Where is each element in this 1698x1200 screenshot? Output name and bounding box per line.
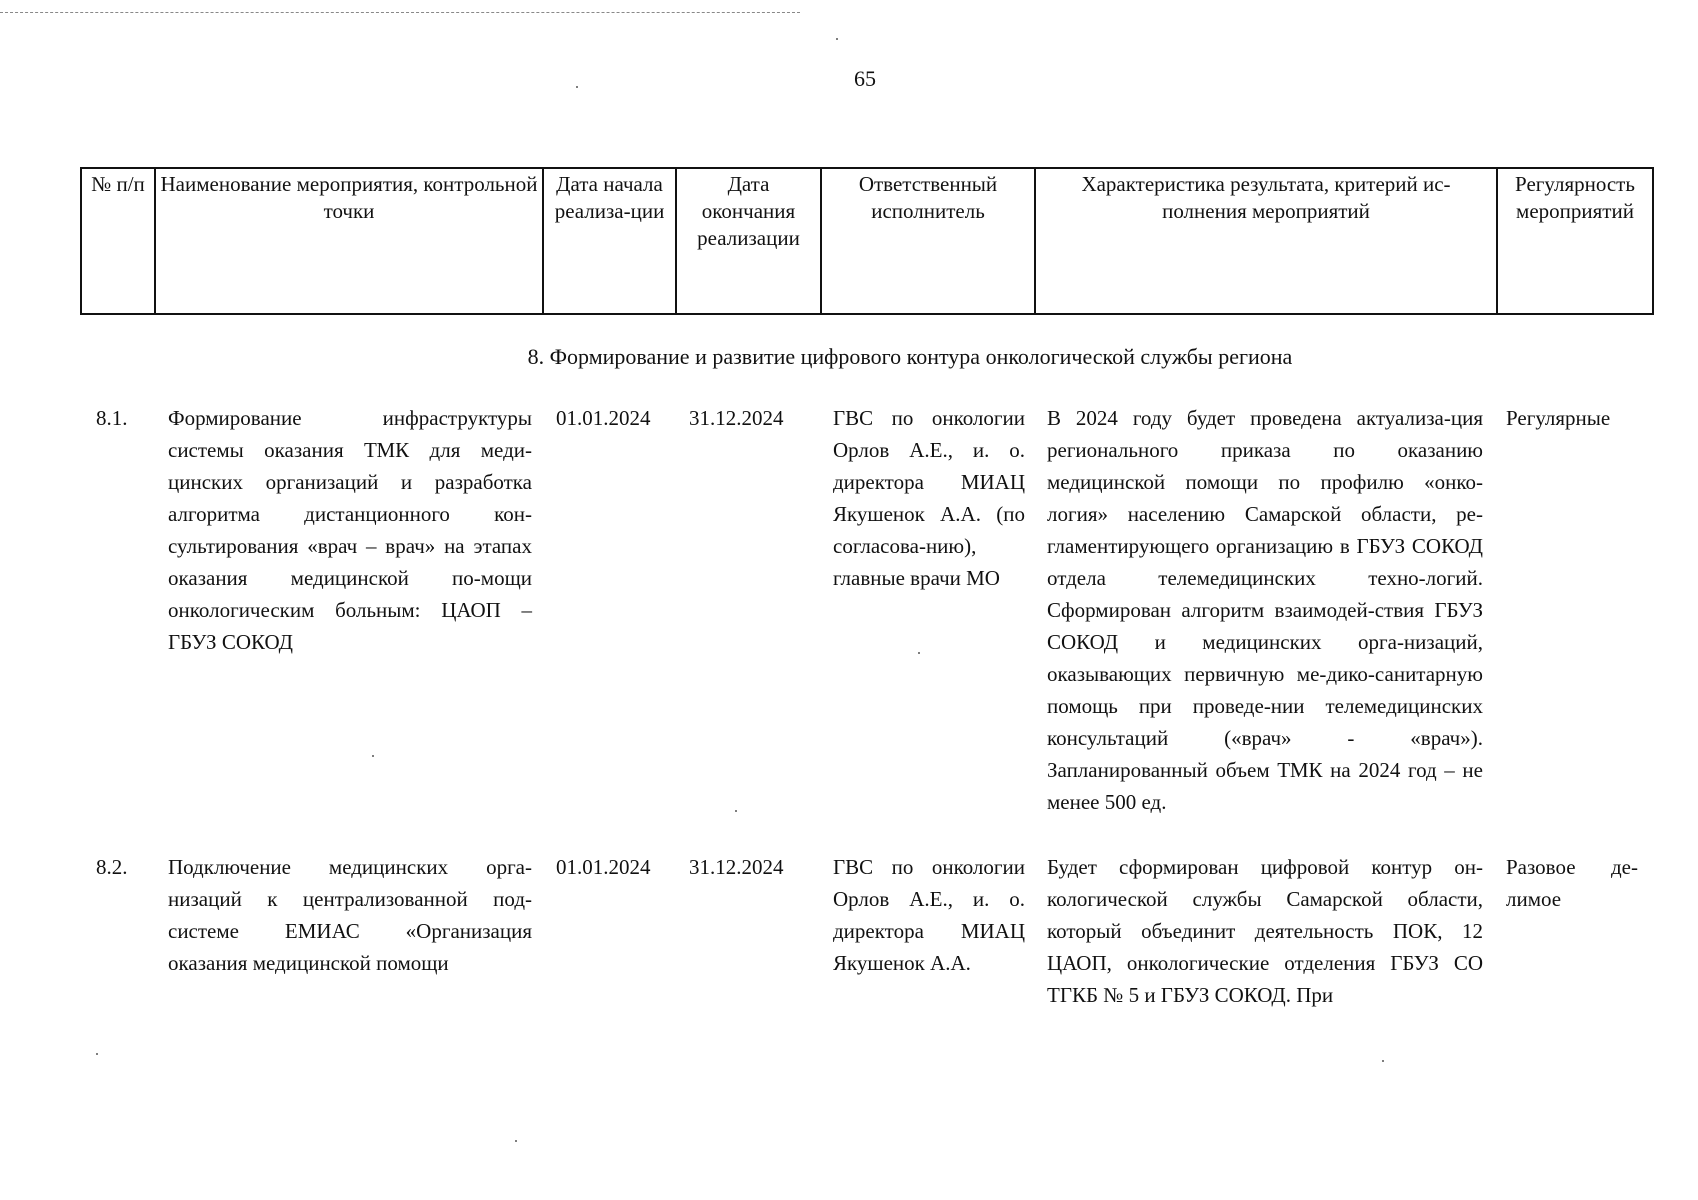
scan-speck: [836, 38, 838, 40]
page-number: 65: [854, 66, 876, 91]
header-end-date: Дата окончания реализации: [676, 168, 821, 314]
section-title: 8. Формирование и развитие цифрового контура онкологической службы региона: [527, 344, 1293, 369]
scan-speck: [576, 86, 578, 88]
responsible-executor: ГВС по онкологии Орлов А.Е., и. о. директора МИАЦ Якушенок А.А.: [833, 855, 1025, 975]
responsible-executor: ГВС по онкологии Орлов А.Е., и. о. директора МИАЦ Якушенок А.А. (по согласова-нию), главные врачи МО: [833, 406, 1025, 590]
header-regularity: Регулярность мероприятий: [1497, 168, 1653, 314]
result-description: В 2024 году будет проведена актуализа-ция регионального приказа по оказанию медицинской помощи по профилю «онко-логия» населению Самарской области, ре-гламентирующего организацию в ГБУЗ СОКОД отдела телемедицинских техно-логий. Сформирован алгоритм взаимодей-ствия ГБУЗ СОКОД и медицинских орга-низаций, оказывающих первичную ме-дико-санитарную помощь при проведе-нии телемедицинских консультаций («врач» - «врач»). Запланированный объем ТМК на 2024 год – не менее 500 ед.: [1047, 406, 1483, 814]
regularity: Регулярные: [1506, 406, 1611, 430]
regularity: Разовое де-лимое: [1506, 855, 1638, 911]
table-header: [80, 167, 1654, 315]
header-result: Характеристика результата, критерий ис-полнения мероприятий: [1035, 168, 1497, 314]
header-num: № п/п: [81, 168, 155, 314]
activity-name: Подключение медицинских орга-низаций к централизованной под-системе ЕМИАС «Организация оказания медицинской помощи: [168, 855, 532, 975]
scan-speck: [918, 652, 920, 654]
row-number: 8.2.: [96, 855, 128, 879]
start-date: 01.01.2024: [556, 406, 651, 430]
header-name: Наименование мероприятия, контрольной точки: [155, 168, 543, 314]
activity-name: Формирование инфраструктуры системы оказания ТМК для меди-цинских организаций и разработка алгоритма дистанционного кон-сультирования «врач – врач» на этапах оказания медицинской по-мощи онкологическим больным: ЦАОП – ГБУЗ СОКОД: [168, 406, 532, 654]
scan-edge-line: [0, 12, 800, 13]
row-number: 8.1.: [96, 406, 128, 430]
end-date: 31.12.2024: [689, 406, 784, 430]
scan-speck: [735, 810, 737, 812]
header-responsible: Ответственный исполнитель: [821, 168, 1035, 314]
scan-speck: [1382, 1060, 1384, 1062]
header-start-date: Дата начала реализа-ции: [543, 168, 676, 314]
scan-speck: [96, 1053, 98, 1055]
end-date: 31.12.2024: [689, 855, 784, 879]
result-description: Будет сформирован цифровой контур он-кологической службы Самарской области, который объединит деятельность ПОК, 12 ЦАОП, онкологические отделения ГБУЗ СО ТГКБ № 5 и ГБУЗ СОКОД. При: [1047, 855, 1483, 1007]
scan-speck: [372, 755, 374, 757]
start-date: 01.01.2024: [556, 855, 651, 879]
scan-speck: [515, 1140, 517, 1142]
